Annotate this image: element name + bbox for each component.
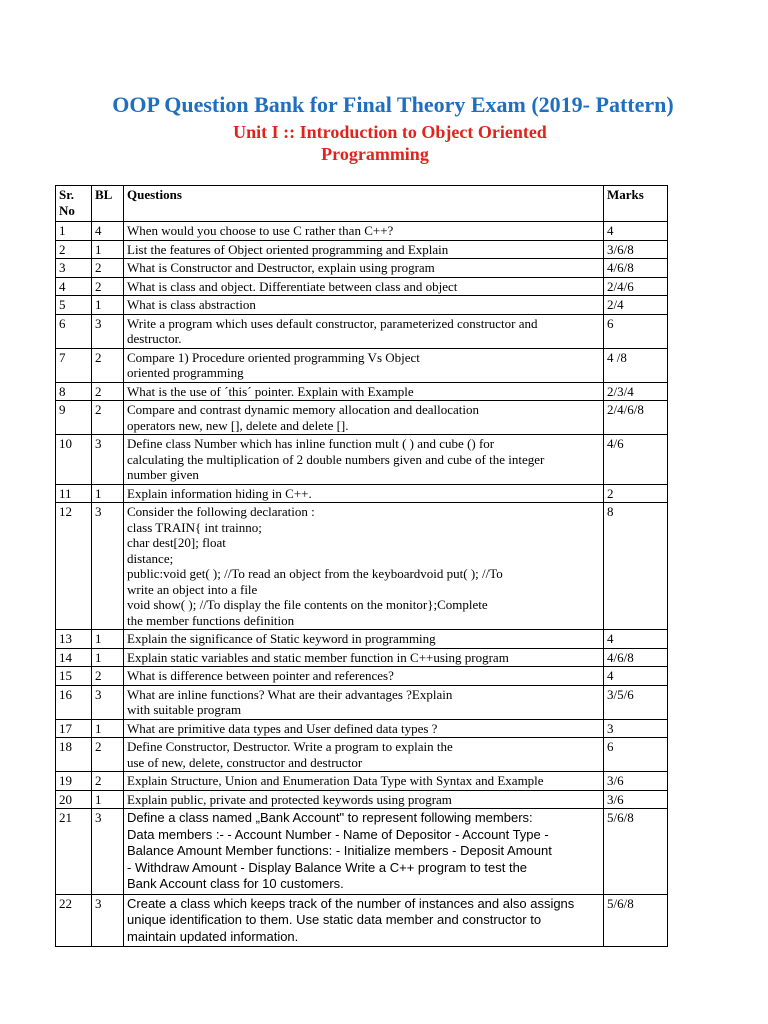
table-row [56, 894, 668, 947]
table-row [56, 503, 668, 630]
row-bl: 3 [92, 894, 124, 947]
table-row [56, 667, 668, 686]
row-marks: 4/6/8 [604, 648, 668, 667]
row-bl: 2 [92, 401, 124, 435]
unit-title-line-1: Unit I :: Introduction to Object Oriented [233, 122, 547, 142]
table-row [56, 382, 668, 401]
row-bl: 2 [92, 667, 124, 686]
row-marks: 4 [604, 222, 668, 241]
table-row [56, 738, 668, 772]
row-sr-no: 16 [56, 685, 92, 719]
table-row [56, 719, 668, 738]
row-marks: 4 /8 [604, 348, 668, 382]
row-marks: 3 [604, 719, 668, 738]
row-question: What is Constructor and Destructor, explain using program [124, 259, 604, 278]
table-row [56, 401, 668, 435]
row-marks: 3/5/6 [604, 685, 668, 719]
row-bl: 1 [92, 296, 124, 315]
row-sr-no: 9 [56, 401, 92, 435]
row-question: Define a class named „Bank Account" to represent following members: Data members :- - Account Number - Name of Depositor - Account Type - Balance Amount Member functions: - Initialize members - Deposit Amount - Withdraw Amount - Display Balance Write a C++ program to test the Bank Account class for 10 customers. [124, 809, 604, 895]
table-row [56, 259, 668, 278]
row-marks: 3/6 [604, 790, 668, 809]
row-sr-no: 17 [56, 719, 92, 738]
row-question: What is class abstraction [124, 296, 604, 315]
row-sr-no: 18 [56, 738, 92, 772]
row-marks: 4/6/8 [604, 259, 668, 278]
table-row [56, 790, 668, 809]
row-sr-no: 10 [56, 435, 92, 485]
row-bl: 2 [92, 772, 124, 791]
table-row [56, 222, 668, 241]
row-marks: 5/6/8 [604, 809, 668, 895]
row-question: Explain Structure, Union and Enumeration Data Type with Syntax and Example [124, 772, 604, 791]
row-bl: 2 [92, 277, 124, 296]
row-question: Explain information hiding in C++. [124, 484, 604, 503]
row-bl: 3 [92, 809, 124, 895]
row-sr-no: 21 [56, 809, 92, 895]
row-sr-no: 12 [56, 503, 92, 630]
row-marks: 4/6 [604, 435, 668, 485]
row-bl: 3 [92, 685, 124, 719]
row-sr-no: 3 [56, 259, 92, 278]
row-sr-no: 11 [56, 484, 92, 503]
header-sr-no: Sr. No [56, 186, 92, 222]
document-title: OOP Question Bank for Final Theory Exam (2019- Pattern) [112, 92, 674, 117]
row-sr-no: 1 [56, 222, 92, 241]
row-sr-no: 8 [56, 382, 92, 401]
table-row [56, 685, 668, 719]
row-question: What is difference between pointer and references? [124, 667, 604, 686]
table-row [56, 648, 668, 667]
row-bl: 2 [92, 348, 124, 382]
row-question: Explain public, private and protected keywords using program [124, 790, 604, 809]
row-question: Explain the significance of Static keyword in programming [124, 630, 604, 649]
table-row [56, 484, 668, 503]
row-bl: 3 [92, 503, 124, 630]
table-row [56, 314, 668, 348]
row-question: Explain static variables and static member function in C++using program [124, 648, 604, 667]
row-marks: 2/4/6 [604, 277, 668, 296]
question-table [55, 185, 668, 947]
table-row [56, 240, 668, 259]
row-marks: 4 [604, 630, 668, 649]
table-row [56, 296, 668, 315]
row-question: What is the use of ´this´ pointer. Explain with Example [124, 382, 604, 401]
row-bl: 3 [92, 314, 124, 348]
row-question: Define class Number which has inline function mult ( ) and cube () for calculating the multiplication of 2 double numbers given and cube of the integer number given [124, 435, 604, 485]
row-marks: 5/6/8 [604, 894, 668, 947]
row-bl: 2 [92, 738, 124, 772]
row-marks: 2/3/4 [604, 382, 668, 401]
table-row [56, 809, 668, 895]
row-bl: 1 [92, 719, 124, 738]
row-sr-no: 6 [56, 314, 92, 348]
row-sr-no: 4 [56, 277, 92, 296]
row-marks: 4 [604, 667, 668, 686]
header-bl: BL [92, 186, 124, 222]
row-question: What is class and object. Differentiate between class and object [124, 277, 604, 296]
row-marks: 2 [604, 484, 668, 503]
table-row [56, 348, 668, 382]
table-row [56, 277, 668, 296]
row-bl: 1 [92, 484, 124, 503]
row-bl: 2 [92, 259, 124, 278]
row-question: What are inline functions? What are their advantages ?Explain with suitable program [124, 685, 604, 719]
row-bl: 1 [92, 630, 124, 649]
row-question: Create a class which keeps track of the number of instances and also assigns unique identification to them. Use static data member and constructor to maintain updated information. [124, 894, 604, 947]
header-questions: Questions [124, 186, 604, 222]
row-question: Compare 1) Procedure oriented programming Vs Object oriented programming [124, 348, 604, 382]
row-sr-no: 14 [56, 648, 92, 667]
row-bl: 4 [92, 222, 124, 241]
row-marks: 2/4 [604, 296, 668, 315]
row-sr-no: 7 [56, 348, 92, 382]
table-row [56, 435, 668, 485]
row-question: What are primitive data types and User defined data types ? [124, 719, 604, 738]
row-bl: 1 [92, 790, 124, 809]
row-sr-no: 13 [56, 630, 92, 649]
row-marks: 3/6/8 [604, 240, 668, 259]
row-bl: 2 [92, 382, 124, 401]
row-question: List the features of Object oriented programming and Explain [124, 240, 604, 259]
row-sr-no: 20 [56, 790, 92, 809]
row-marks: 3/6 [604, 772, 668, 791]
row-marks: 8 [604, 503, 668, 630]
row-marks: 2/4/6/8 [604, 401, 668, 435]
table-header-row [56, 186, 668, 222]
row-sr-no: 22 [56, 894, 92, 947]
row-bl: 1 [92, 240, 124, 259]
row-question: Write a program which uses default constructor, parameterized constructor and destructor. [124, 314, 604, 348]
table-row [56, 630, 668, 649]
header-marks: Marks [604, 186, 668, 222]
row-marks: 6 [604, 738, 668, 772]
row-bl: 3 [92, 435, 124, 485]
unit-title-line-2: Programming [321, 144, 429, 164]
row-sr-no: 19 [56, 772, 92, 791]
row-question: Define Constructor, Destructor. Write a program to explain the use of new, delete, constructor and destructor [124, 738, 604, 772]
row-sr-no: 2 [56, 240, 92, 259]
unit-title [0, 121, 768, 165]
row-sr-no: 15 [56, 667, 92, 686]
row-bl: 1 [92, 648, 124, 667]
row-question: Consider the following declaration : class TRAIN{ int trainno; char dest[20]; float distance; public:void get( ); //To read an object from the keyboardvoid put( ); //To write an object into a file void show( ); //To display the file contents on the monitor};Complete the member functions definition [124, 503, 604, 630]
row-marks: 6 [604, 314, 668, 348]
row-sr-no: 5 [56, 296, 92, 315]
row-question: Compare and contrast dynamic memory allocation and deallocation operators new, new [], delete and delete []. [124, 401, 604, 435]
row-question: When would you choose to use C rather than C++? [124, 222, 604, 241]
table-row [56, 772, 668, 791]
